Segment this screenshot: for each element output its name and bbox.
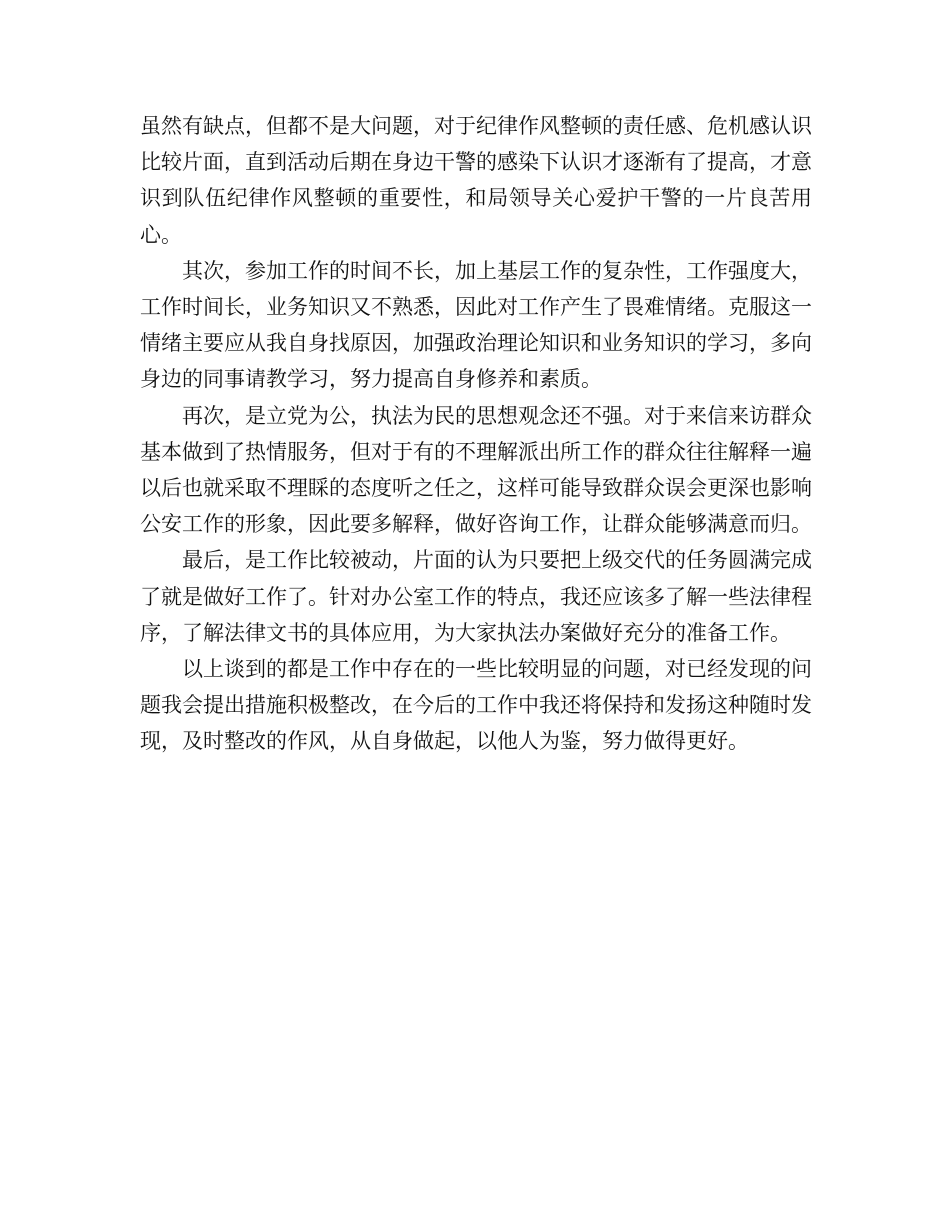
document-body	[140, 108, 812, 760]
paragraph-secondly: 其次，参加工作的时间不长，加上基层工作的复杂性，工作强度大，工作时间长，业务知识又不熟悉，因此对工作产生了畏难情绪。克服这一情绪主要应从我自身找原因，加强政治理论知识和业务知识的学习，多向身边的同事请教学习，努力提高自身修养和素质。	[140, 258, 812, 392]
paragraph-conclusion: 以上谈到的都是工作中存在的一些比较明显的问题，对已经发现的问题我会提出措施积极整改，在今后的工作中我还将保持和发扬这种随时发现，及时整改的作风，从自身做起，以他人为鉴，努力做得更好。	[140, 657, 812, 754]
paragraph-thirdly: 再次，是立党为公，执法为民的思想观念还不强。对于来信来访群众基本做到了热情服务，但对于有的不理解派出所工作的群众往往解释一遍以后也就采取不理睬的态度听之任之，这样可能导致群众误会更深也影响公安工作的形象，因此要多解释，做好咨询工作，让群众能够满意而归。	[140, 403, 812, 537]
paragraph-finally: 最后，是工作比较被动，片面的认为只要把上级交代的任务圆满完成了就是做好工作了。针对办公室工作的特点，我还应该多了解一些法律程序，了解法律文书的具体应用，为大家执法办案做好充分的准备工作。	[140, 548, 812, 645]
paragraph-continuation: 虽然有缺点，但都不是大问题，对于纪律作风整顿的责任感、危机感认识比较片面，直到活动后期在身边干警的感染下认识才逐渐有了提高，才意识到队伍纪律作风整顿的重要性，和局领导关心爱护干警的一片良苦用心。	[140, 114, 812, 247]
